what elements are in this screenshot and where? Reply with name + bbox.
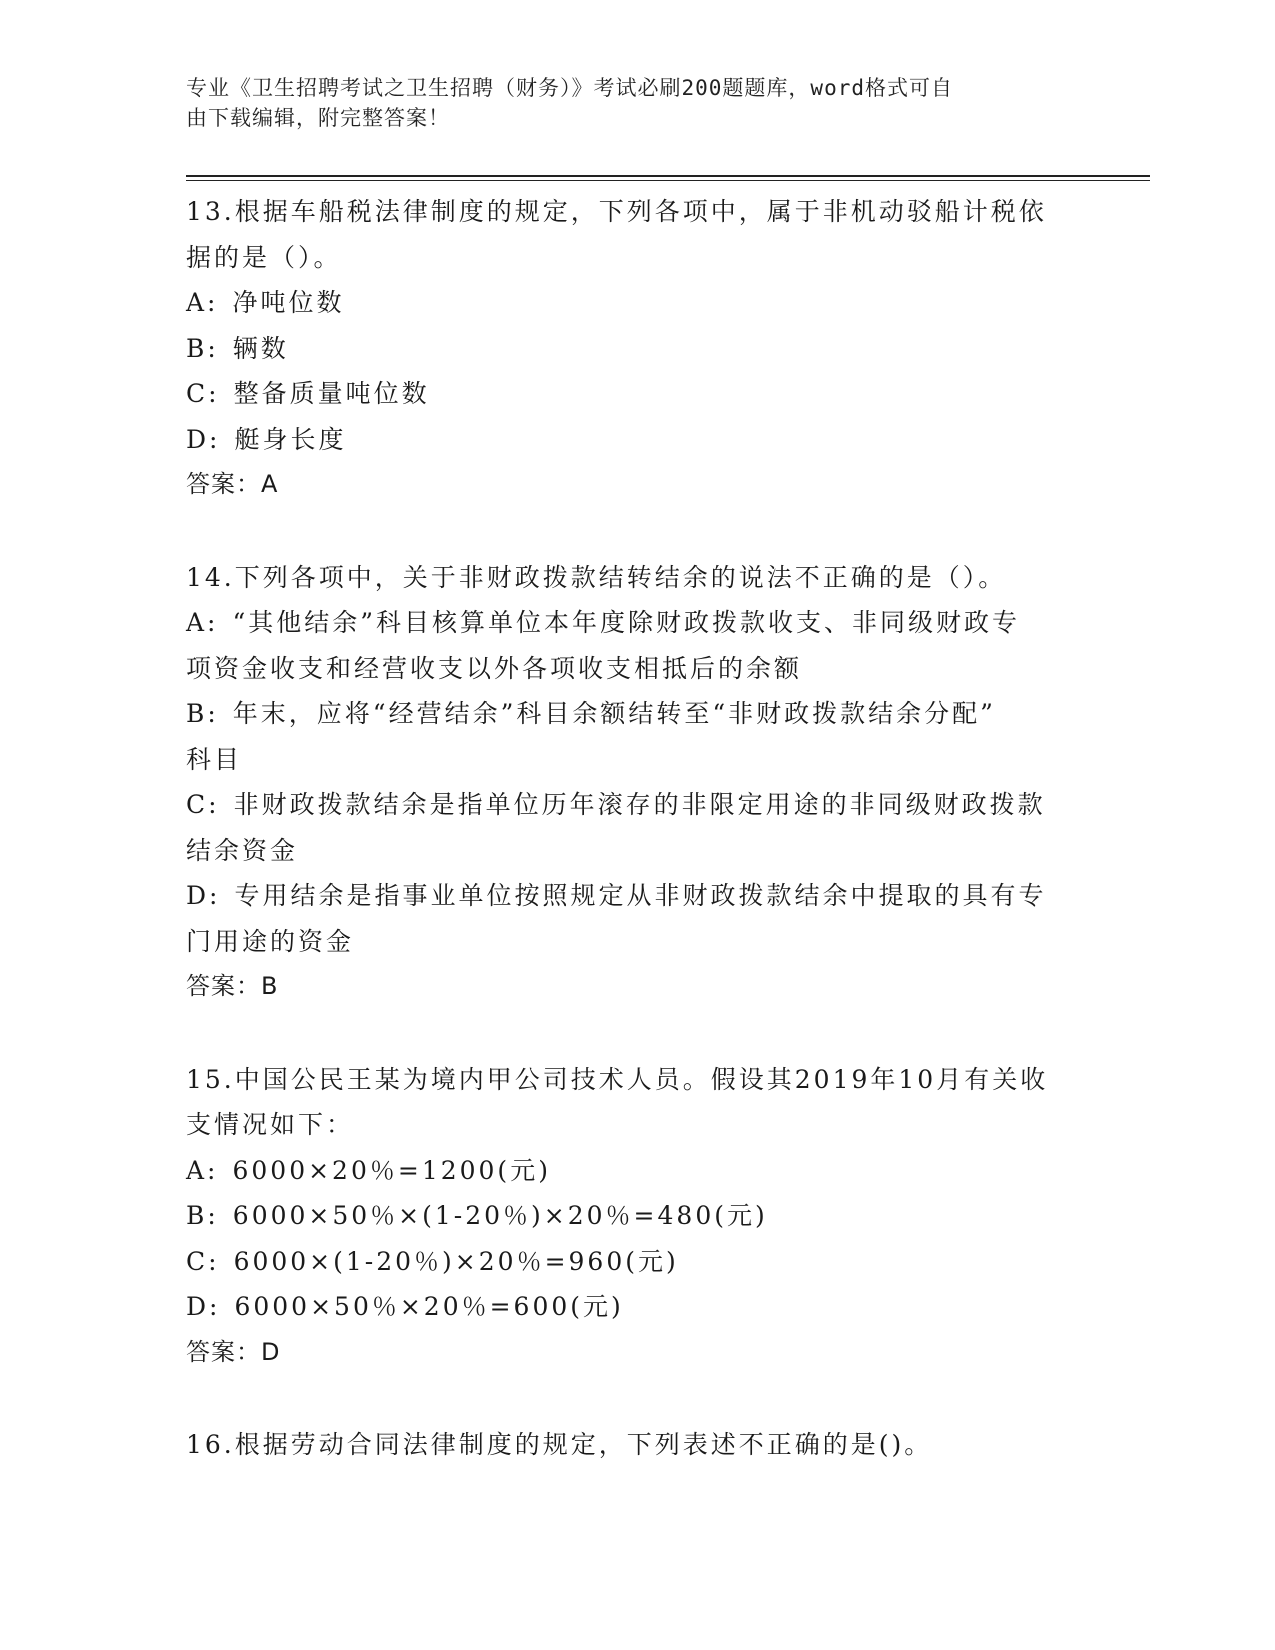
option-key: D: xyxy=(186,881,221,910)
option-d xyxy=(186,873,1076,919)
option-text: 整备质量吨位数 xyxy=(233,379,430,408)
option-text: 辆数 xyxy=(232,333,289,363)
option-a xyxy=(186,280,1076,326)
document-header xyxy=(186,73,1066,133)
option-key: B: xyxy=(186,699,219,728)
option-d-continued: 门用途的资金 xyxy=(186,926,355,956)
header-rule-thin xyxy=(186,180,1150,181)
question-stem-line: 16.根据劳动合同法律制度的规定，下列表述不正确的是()。 xyxy=(186,1430,933,1459)
question-stem-line: 13.根据车船税法律制度的规定，下列各项中，属于非机动驳船计税依 xyxy=(186,197,1047,226)
option-c-continued: 结余资金 xyxy=(186,835,299,865)
question-15 xyxy=(186,1057,1076,1376)
question-stem-line: 15.中国公民王某为境内甲公司技术人员。假设其2019年10月有关收 xyxy=(186,1064,1049,1094)
option-key: B: xyxy=(186,1201,219,1230)
option-c xyxy=(186,782,1076,828)
option-text: 6000×50％×(1-20％)×20％=480(元) xyxy=(232,1201,768,1230)
option-text: 艇身长度 xyxy=(234,424,347,454)
option-b xyxy=(186,691,1076,737)
option-text: 6000×50％×20％=600(元) xyxy=(234,1292,624,1321)
header-line: 专业《卫生招聘考试之卫生招聘（财务）》考试必刷200题题库，word格式可自 xyxy=(186,76,953,100)
option-key: A: xyxy=(186,1155,219,1185)
option-d xyxy=(186,1284,1076,1330)
question-stem-line: 14.下列各项中，关于非财政拨款结转结余的说法不正确的是（）。 xyxy=(186,562,1007,592)
option-b xyxy=(186,326,1076,372)
header-line: 由下载编辑，附完整答案！ xyxy=(186,106,450,130)
option-key: C: xyxy=(186,1246,220,1276)
question-14 xyxy=(186,555,1076,1010)
answer-line: 答案：A xyxy=(186,470,279,498)
answer-line: 答案：B xyxy=(186,972,279,1000)
option-b-continued: 科目 xyxy=(186,744,243,774)
option-text: “其他结余”科目核算单位本年度除财政拨款收支、非同级财政专 xyxy=(232,608,1021,637)
option-key: C: xyxy=(186,379,220,408)
question-16 xyxy=(186,1422,1076,1468)
option-c xyxy=(186,1239,1076,1285)
option-text: 净吨位数 xyxy=(232,288,345,317)
option-text: 非财政拨款结余是指单位历年滚存的非限定用途的非同级财政拨款 xyxy=(233,790,1046,819)
header-rule-thick xyxy=(186,175,1150,177)
option-text: 年末，应将“经营结余”科目余额结转至“非财政拨款结余分配” xyxy=(232,699,996,728)
option-key: A: xyxy=(186,288,219,317)
option-text: 专用结余是指事业单位按照规定从非财政拨款结余中提取的具有专 xyxy=(234,881,1047,910)
option-key: D: xyxy=(186,424,221,454)
question-stem-line: 支情况如下： xyxy=(186,1110,355,1139)
option-key: D: xyxy=(186,1292,221,1321)
option-a xyxy=(186,600,1076,646)
option-c xyxy=(186,371,1076,417)
option-text: 6000×20％=1200(元) xyxy=(232,1155,551,1185)
question-list xyxy=(186,189,1076,1515)
option-d xyxy=(186,417,1076,463)
question-13 xyxy=(186,189,1076,508)
option-key: C: xyxy=(186,790,220,819)
answer-line: 答案：D xyxy=(186,1337,281,1366)
option-b xyxy=(186,1193,1076,1239)
option-key: A: xyxy=(186,608,219,637)
option-a-continued: 项资金收支和经营收支以外各项收支相抵后的余额 xyxy=(186,653,803,683)
option-key: B: xyxy=(186,333,219,363)
question-stem-line: 据的是（）。 xyxy=(186,242,342,272)
option-text: 6000×(1-20％)×20％=960(元) xyxy=(233,1246,679,1276)
option-a xyxy=(186,1148,1076,1194)
